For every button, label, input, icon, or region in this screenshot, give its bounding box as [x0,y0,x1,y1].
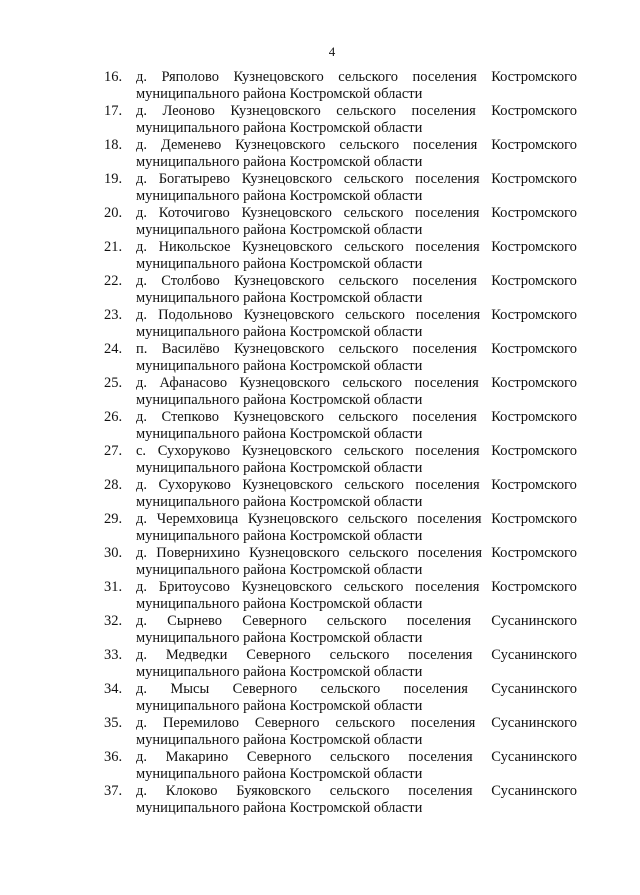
list-item-second-line: муниципального района Костромской области [136,392,423,408]
list-item-word: Подольново [158,307,233,323]
list-item-word: Костромского [491,477,577,493]
list-item-word: сельского [343,579,404,595]
settlement-list [98,69,582,817]
list-item-word: Костромского [491,171,577,187]
list-item [98,341,582,375]
list-item-word: сельского [338,409,399,425]
list-item-word: д. [136,613,148,629]
list-item-second-line: муниципального района Костромской области [136,120,423,136]
list-item-first-line [136,681,577,698]
list-item-second-line: муниципального района Костромской области [136,460,423,476]
list-item-word: д. [136,307,148,323]
list-item-word: поселения [414,375,479,391]
list-item-word: поселения [413,137,478,153]
list-item-word: Костромского [491,239,577,255]
list-item-word: Костромского [491,137,577,153]
list-item-word: Черемховица [156,511,239,527]
list-item [98,137,582,171]
list-item-word: д. [136,137,148,153]
list-item-word: Сусанинского [491,647,577,663]
list-item-first-line [136,443,577,460]
list-item-word: Коточигово [158,205,230,221]
list-item-word: Костромского [491,409,577,425]
list-item-word: Богатырево [158,171,231,187]
list-item-word: поселения [411,103,476,119]
list-item-word: Кузнецовского [241,205,332,221]
list-item-word: поселения [415,205,480,221]
list-item-word: Костромского [491,205,577,221]
list-item-word: Кузнецовского [233,341,325,357]
list-item [98,579,582,613]
list-item-number: 32. [104,613,123,629]
list-item-number: 23. [104,307,123,323]
list-item-first-line [136,715,577,732]
list-item-word: сельского [339,137,400,153]
list-item-number: 30. [104,545,123,561]
list-item-word: с. [136,443,147,459]
list-item-word: сельского [338,69,398,85]
list-item-word: д. [136,69,148,85]
list-item-second-line: муниципального района Костромской области [136,290,423,306]
list-item-word: п. [136,341,148,357]
list-item-word: сельского [338,273,399,289]
list-item-word: д. [136,783,148,799]
list-item-second-line: муниципального района Костромской области [136,562,423,578]
list-item-word: сельского [343,171,404,187]
list-item-word: сельского [344,239,404,255]
list-item-first-line [136,171,577,188]
list-item-word: поселения [411,715,476,731]
list-item-number: 35. [104,715,123,731]
list-item [98,69,582,103]
list-item [98,477,582,511]
list-item-word: поселения [403,681,468,697]
list-item-first-line [136,69,577,86]
list-item-word: Костромского [491,511,577,527]
list-item-first-line [136,375,577,392]
list-item [98,613,582,647]
list-item-second-line: муниципального района Костромской области [136,800,423,816]
list-item-word: Кузнецовского [234,273,325,289]
list-item-first-line [136,409,577,426]
list-item-word: поселения [408,749,473,765]
list-item-first-line [136,239,577,256]
list-item-word: поселения [412,341,477,357]
list-item-word: поселения [415,477,480,493]
list-item-first-line [136,137,577,154]
list-item-word: поселения [412,273,477,289]
list-item-word: Кузнецовского [242,239,333,255]
list-item-word: поселения [415,307,481,323]
list-item-second-line: муниципального района Костромской области [136,324,423,340]
list-item [98,307,582,341]
list-item-word: Кузнецовского [239,375,330,391]
list-item-number: 28. [104,477,123,493]
list-item [98,103,582,137]
list-item-word: д. [136,749,148,765]
list-item-number: 24. [104,341,123,357]
list-item-word: Деменево [160,137,222,153]
list-item-word: д. [136,647,148,663]
list-item-first-line [136,103,577,120]
list-item-word: Никольское [158,239,231,255]
list-item-word: Северного [254,715,320,731]
list-item-word: сельского [326,613,387,629]
list-item-word: Василёво [161,341,220,357]
list-item-second-line: муниципального района Костромской области [136,154,423,170]
list-item-word: д. [136,205,148,221]
list-item-word: поселения [417,511,482,527]
list-item-first-line [136,613,577,630]
list-item-number: 31. [104,579,123,595]
list-item-second-line: муниципального района Костромской области [136,358,423,374]
list-item-second-line: муниципального района Костромской области [136,86,423,102]
list-item-word: сельского [348,545,409,561]
list-item-word: Кузнецовского [235,137,326,153]
list-item [98,681,582,715]
list-item-word: сельского [344,477,404,493]
list-item-word: Медведки [165,647,228,663]
list-item-word: д. [136,239,148,255]
list-item-word: д. [136,375,148,391]
list-item-second-line: муниципального района Костромской области [136,766,423,782]
list-item-number: 34. [104,681,123,697]
list-item-number: 18. [104,137,123,153]
list-item-word: Кузнецовского [249,545,340,561]
list-item [98,205,582,239]
list-item-word: поселения [412,69,477,85]
list-item-word: поселения [415,239,480,255]
list-item-word: Сусанинского [491,613,577,629]
list-item-word: Кузнецовского [230,103,321,119]
list-item-first-line [136,783,577,800]
list-item-second-line: муниципального района Костромской области [136,222,423,238]
list-item-second-line: муниципального района Костромской области [136,256,423,272]
list-item-word: поселения [408,783,473,799]
list-item-word: Сусанинского [491,681,577,697]
list-item-word: Сырнево [167,613,223,629]
list-item-word: Столбово [161,273,220,289]
list-item-word: Кузнецовского [243,307,335,323]
list-item-word: сельского [343,443,404,459]
list-item-word: Сусанинского [491,749,577,765]
list-item-word: Сухоруково [158,477,231,493]
list-item-number: 19. [104,171,123,187]
page-number: 4 [328,44,336,59]
list-item-second-line: муниципального района Костромской области [136,188,423,204]
list-item-number: 16. [104,69,123,85]
list-item-first-line [136,205,577,222]
list-item-word: сельского [338,341,399,357]
list-item-word: Кузнецовского [242,477,333,493]
list-item-second-line: муниципального района Костромской области [136,630,423,646]
list-item-word: Леоново [162,103,215,119]
list-item-word: Макарино [165,749,229,765]
list-item-first-line [136,307,577,324]
list-item-word: Северного [246,749,312,765]
list-item-second-line: муниципального района Костромской области [136,698,423,714]
list-item-word: сельского [320,681,381,697]
list-item-number: 26. [104,409,123,425]
list-item-word: Северного [242,613,307,629]
list-item-word: Кузнецовского [241,579,332,595]
list-item [98,647,582,681]
list-item-word: Афанасово [159,375,228,391]
list-item-word: д. [136,477,148,493]
list-item-word: сельского [329,647,390,663]
list-item-word: д. [136,681,148,697]
list-item-word: Костромского [491,103,577,119]
list-item-word: поселения [415,443,480,459]
list-item-word: Буяковского [236,783,311,799]
list-item-word: д. [136,715,148,731]
list-item-word: Ряполово [161,69,219,85]
list-item-word: сельского [335,715,396,731]
list-item-first-line [136,341,577,358]
list-item-word: Костромского [491,69,577,85]
list-item-word: Сусанинского [491,715,577,731]
list-item-word: Перемилово [162,715,239,731]
list-item-word: сельского [347,511,408,527]
list-item-word: Кузнецовского [233,69,324,85]
list-item-first-line [136,545,577,562]
list-item-word: д. [136,579,148,595]
list-item [98,375,582,409]
list-item-word: Костромского [491,273,577,289]
list-item-word: сельского [342,375,403,391]
list-item-word: поселения [406,613,472,629]
list-item-number: 22. [104,273,123,289]
list-item-word: Костромского [491,579,577,595]
list-item-number: 27. [104,443,123,459]
list-item [98,273,582,307]
list-item [98,409,582,443]
list-item-first-line [136,579,577,596]
list-item-word: Кузнецовского [241,443,333,459]
list-item-second-line: муниципального района Костромской области [136,596,423,612]
list-item-word: поселения [417,545,482,561]
list-item-word: сельского [329,783,390,799]
list-item-word: Мысы [170,681,210,697]
list-item-first-line [136,647,577,664]
list-item-word: д. [136,409,148,425]
list-item-word: Сусанинского [491,783,577,799]
list-item-word: Костромского [491,375,577,391]
list-item [98,239,582,273]
list-item-word: поселения [415,579,480,595]
list-item [98,783,582,817]
list-item-word: д. [136,103,148,119]
list-item-word: Кузнецовского [241,171,333,187]
list-item-word: Сухоруково [157,443,231,459]
list-item-number: 37. [104,783,123,799]
list-item-word: Кузнецовского [247,511,339,527]
list-item-word: Степково [161,409,220,425]
list-item-word: д. [136,171,148,187]
list-item-number: 17. [104,103,123,119]
list-item-word: Костромского [491,545,577,561]
list-item-second-line: муниципального района Костромской области [136,664,423,680]
list-item-word: сельского [330,749,390,765]
list-item-second-line: муниципального района Костромской области [136,528,423,544]
list-item [98,545,582,579]
list-item-second-line: муниципального района Костромской области [136,494,423,510]
list-item-word: Кузнецовского [233,409,324,425]
list-item-first-line [136,273,577,290]
list-item-second-line: муниципального района Костромской области [136,426,423,442]
list-item [98,715,582,749]
list-item-number: 36. [104,749,123,765]
list-item-word: поселения [408,647,473,663]
list-item-number: 29. [104,511,123,527]
list-item [98,511,582,545]
list-item-word: поселения [415,171,480,187]
list-item-word: Северного [246,647,311,663]
list-item-word: д. [136,511,148,527]
list-item-word: сельского [336,103,396,119]
list-item-first-line [136,477,577,494]
list-item-word: Бритоусово [158,579,230,595]
list-item-word: Северного [232,681,298,697]
list-item [98,749,582,783]
list-item-first-line [136,511,577,528]
list-item-first-line [136,749,577,766]
list-item-word: д. [136,545,148,561]
list-item-word: сельского [345,307,405,323]
list-item-number: 21. [104,239,123,255]
list-item [98,443,582,477]
list-item-word: Клоково [165,783,218,799]
list-item-word: Костромского [491,307,577,323]
list-item-word: Костромского [491,443,577,459]
list-item-word: д. [136,273,148,289]
list-item-word: Костромского [491,341,577,357]
list-item-second-line: муниципального района Костромской области [136,732,423,748]
list-item-number: 20. [104,205,123,221]
list-item-word: сельского [343,205,404,221]
list-item-number: 33. [104,647,123,663]
list-item [98,171,582,205]
list-item-word: Повернихино [156,545,240,561]
list-item-word: поселения [412,409,477,425]
list-item-number: 25. [104,375,123,391]
